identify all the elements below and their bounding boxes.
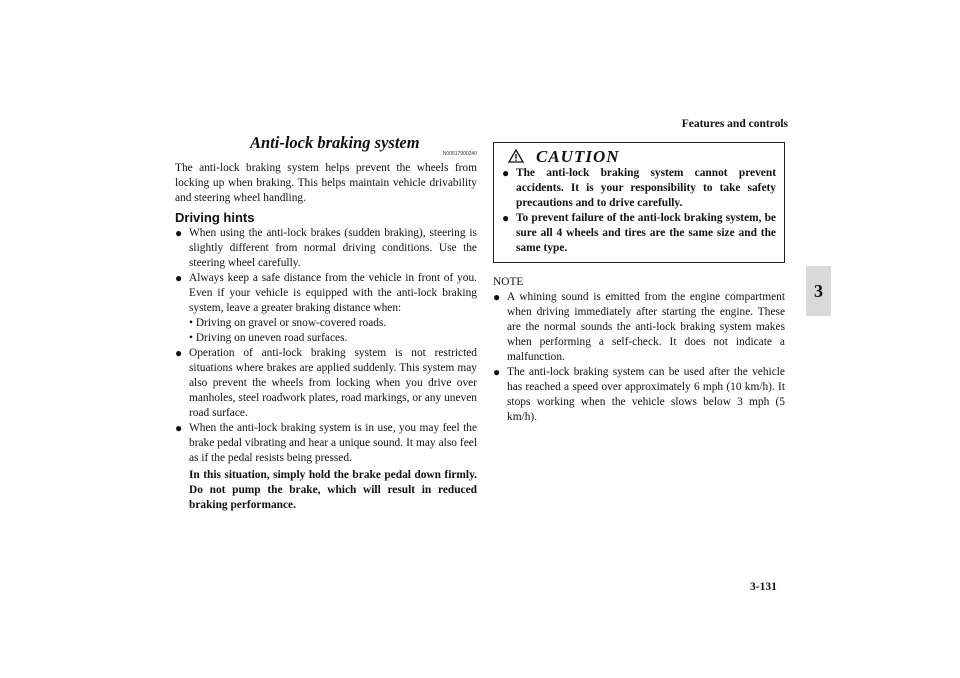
list-item: ● The anti-lock braking system cannot prevent accidents. It is your responsibility to take safety precautions and to drive carefully. [502,166,776,209]
caution-box [493,142,785,263]
list-item: ● Operation of anti-lock braking system is not restricted situations where brakes are applied suddenly. This system may also prevent the wheels from locking when you drive over manholes, steel roadwork plates, road markings, or any uneven road surface. [175,346,477,419]
sub-item: • Driving on uneven road surfaces. [189,332,348,344]
document-id: N00517900240 [442,151,477,157]
caution-title: CAUTION [536,146,620,166]
caution-list [502,166,776,256]
page-number: 3-131 [750,581,777,593]
bullet-icon: ● [493,290,501,304]
bullet-icon: ● [175,271,183,285]
emphasis-paragraph: In this situation, simply hold the brake pedal down firmly. Do not pump the brake, which will result in reduced braking performance. [189,469,477,511]
chapter-tab: 3 [806,266,831,316]
section-header: Features and controls [681,118,788,130]
note-label: NOTE [493,276,524,288]
right-column [493,142,785,425]
driving-hints-list [175,226,477,513]
list-item: ● To prevent failure of the anti-lock braking system, be sure all 4 wheels and tires are the same size and the same type. [502,211,776,254]
bullet-icon: ● [175,226,183,240]
section-heading: Driving hints [175,210,255,225]
bullet-icon: ● [175,421,183,435]
bullet-icon: ● [502,166,510,180]
sub-item: • Driving on gravel or snow-covered roads. [189,317,387,329]
warning-triangle-icon [508,149,524,163]
list-item: ● Always keep a safe distance from the vehicle in front of you. Even if your vehicle is equipped with the anti-lock braking system, leave a greater braking distance when: • Driving on gravel or snow-covered roads. • Driving on uneven road surfaces. [175,271,477,344]
bullet-icon: ● [175,346,183,360]
caution-header [502,146,776,166]
left-column [175,135,477,513]
bullet-icon: ● [502,211,510,225]
list-item: ● When using the anti-lock brakes (sudden braking), steering is slightly different from normal driving conditions. Use the steering wheel carefully. [175,226,477,269]
list-item: ● A whining sound is emitted from the engine compartment when driving immediately after starting the engine. These are the normal sounds the anti-lock braking system makes when performing a self-check. It does not indicate a malfunction. [493,290,785,363]
intro-paragraph: The anti-lock braking system helps prevent the wheels from locking up when braking. This helps maintain vehicle drivability and steering wheel handling. [175,162,477,204]
title-row [175,135,477,155]
list-item: ● When the anti-lock braking system is in use, you may feel the brake pedal vibrating and hear a unique sound. It may also feel as if the pedal resists being pressed. In this situation, simply hold the brake pedal down firmly. Do not pump the brake, which will result in reduced braking performance. [175,421,477,511]
list-item: ● The anti-lock braking system can be used after the vehicle has reached a speed over approximately 6 mph (10 km/h). It stops working when the vehicle slows below 3 mph (5 km/h). [493,365,785,423]
note-list [493,290,785,425]
page-title: Anti-lock braking system [250,133,420,152]
bullet-icon: ● [493,365,501,379]
